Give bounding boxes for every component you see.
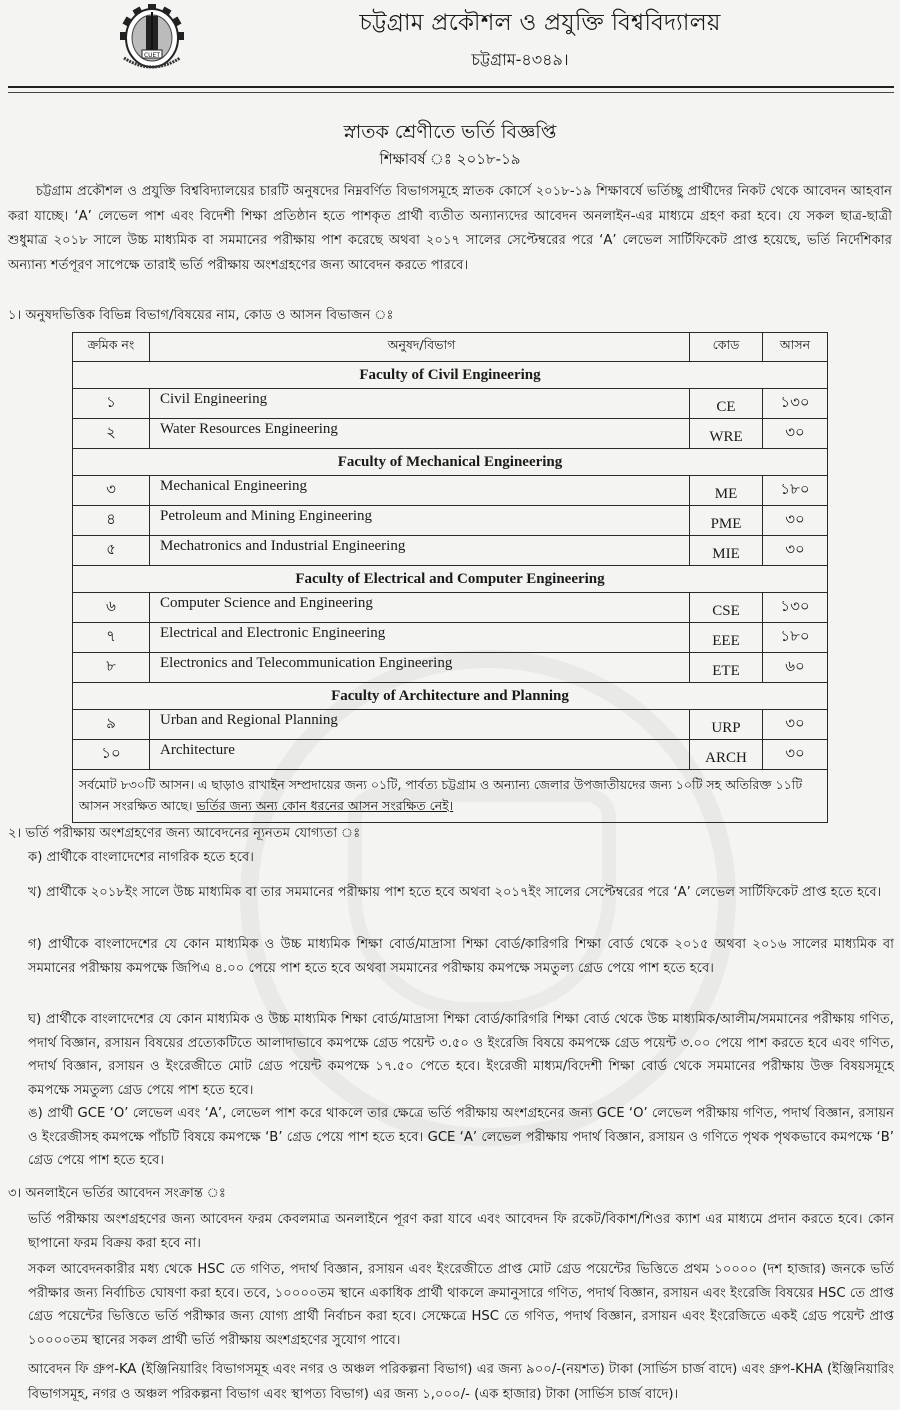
department-row: [73, 740, 828, 770]
total-note-text: সর্বমোট ৮৩০টি আসন। এ ছাড়াও রাখাইন সম্প্রদায়ের জন্য ০১টি, পার্বত্য চট্টগ্রাম ও অন্যান্য জেলার উপজাতীয়দের জন্য ১০টি সহ অতিরিক্ত ১১টি আসন সংরক্ষিত আছে।: [79, 777, 803, 813]
seat-count: ৬০: [763, 653, 828, 683]
department-name: Electronics and Telecommunication Engineering: [150, 653, 690, 683]
eligibility-item: [28, 933, 894, 980]
faculty-row: [73, 683, 828, 710]
serial-number: ১: [73, 389, 150, 419]
item-text: প্রার্থীকে ২০১৮ইং সালে উচ্চ মাধ্যমিক বা তার সমমানের পরীক্ষায় পাশ হতে হবে অথবা ২০১৭ইং সালের সেপ্টেম্বরের পরে ‘A’ লেভেল সার্টিফিকেট প্রাপ্ত হতে হবে।: [46, 885, 882, 900]
item-label: গ): [28, 937, 42, 952]
department-name: Electrical and Electronic Engineering: [150, 623, 690, 653]
department-code: ME: [690, 476, 763, 506]
department-name: Water Resources Engineering: [150, 419, 690, 449]
university-name: চট্টগ্রাম প্রকৌশল ও প্রযুক্তি বিশ্ববিদ্যালয়: [359, 10, 721, 36]
item-text: প্রার্থী GCE ‘O’ লেভেল এবং ‘A’, লেভেল পাশ করে থাকলে তার ক্ষেত্রে ভর্তি পরীক্ষায় অংশগ্রহনের জন্য GCE ‘O’ লেভেল পরীক্ষায় গণিত, পদার্থ বিজ্ঞান, রসায়ন ও ইংরেজীসহ কমপক্ষে পাঁচটি বিষয়ে কমপক্ষে ‘B’ গ্রেড পেয়ে পাশ হতে হবে। GCE ‘A’ লেভেল পরীক্ষায় পদার্থ বিজ্ঞান, রসায়ন ও গণিতে পৃথক পৃথকভাবে কমপক্ষে ‘B’ গ্রেড পেয়ে পাশ হতে হবে।: [28, 1106, 894, 1168]
seat-count: ১৩০: [763, 389, 828, 419]
department-row: [73, 653, 828, 683]
logo-text: CUET: [143, 52, 161, 59]
faculty-row: [73, 362, 828, 389]
serial-number: ১০: [73, 740, 150, 770]
seat-count: ১৮০: [763, 476, 828, 506]
serial-number: ৭: [73, 623, 150, 653]
department-code: MIE: [690, 536, 763, 566]
eligibility-item: [28, 846, 894, 870]
department-name: Mechatronics and Industrial Engineering: [150, 536, 690, 566]
department-name: Architecture: [150, 740, 690, 770]
header-seats: আসন: [763, 333, 828, 362]
seat-count: ৩০: [763, 419, 828, 449]
faculty-name: Faculty of Civil Engineering: [73, 362, 828, 389]
item-text: প্রার্থীকে বাংলাদেশের যে কোন মাধ্যমিক ও উচ্চ মাধ্যমিক শিক্ষা বোর্ড/মাদ্রাসা শিক্ষা বোর্ড/কারিগরি শিক্ষা বোর্ড থেকে উচ্চ মাধ্যমিক/আলীম/সমমানের পরীক্ষায় গণিত, পদার্থ বিজ্ঞান, রসায়ন বিষয়ের প্রত্যেকটিতে আলাদাভাবে কমপক্ষে গ্রেড পয়েন্ট ৩.৫০ ও ইংরেজি বিষয়ে কমপক্ষে গ্রেড পয়েন্ট ৩.০০ পেয়ে পাশ করতে হবে এবং গণিত, পদার্থ বিজ্ঞান, রসায়ন ও ইংরেজীতে মোট গ্রেড পয়েন্ট কমপক্ষে ১৭.৫০ পেতে হবে। ইংরেজী মাধ্যম/বিদেশী শিক্ষা বোর্ড থেকে সমমানের পরীক্ষায় উক্ত বিষয়সমূহে কমপক্ষে সমতুল্য গ্রেড পেয়ে পাশ হতে হবে।: [28, 1012, 894, 1098]
intro-paragraph: চট্টগ্রাম প্রকৌশল ও প্রযুক্তি বিশ্ববিদ্যালয়ের চারটি অনুষদের নিম্নবর্ণিত বিভাগসমূহে স্নাতক কোর্সে ২০১৮-১৯ শিক্ষাবর্ষে ভর্তিচ্ছু প্রার্থীদের নিকট থেকে আবেদন আহবান করা যাচ্ছে। ‘A’ লেভেল পাশ এবং বিদেশী শিক্ষা প্রতিষ্ঠান হতে পাশকৃত প্রার্থী ব্যতীত অন্যান্যদের আবেদন অনলাইন-এর মাধ্যমে গ্রহণ করা হবে। যে সকল ছাত্র-ছাত্রী শুধুমাত্র ২০১৮ সালে উচ্চ মাধ্যমিক বা সমমানের পরীক্ষায় পাশ করেছে অথবা ২০১৭ সালের সেপ্টেম্বরের পরে ‘A’ লেভেল সার্টিফিকেট প্রাপ্ত হয়েছে, ভর্তি নির্দেশিকার অন্যান্য শর্তপূরণ সাপেক্ষে তারাই ভর্তি পরীক্ষায় অংশগ্রহণের জন্য আবেদন করতে পারবে।: [8, 184, 892, 273]
total-note-underlined: ভর্তির জন্য অন্য কোন ধরনের আসন সংরক্ষিত নেই।: [196, 798, 454, 813]
department-code: CSE: [690, 593, 763, 623]
department-name: Civil Engineering: [150, 389, 690, 419]
serial-number: ৮: [73, 653, 150, 683]
eligibility-item: [28, 1102, 894, 1173]
header-serial: ক্রমিক নং: [73, 333, 150, 362]
department-code: CE: [690, 389, 763, 419]
faculty-name: Faculty of Mechanical Engineering: [73, 449, 828, 476]
serial-number: ৬: [73, 593, 150, 623]
department-name: Mechanical Engineering: [150, 476, 690, 506]
item-text: প্রার্থীকে বাংলাদেশের যে কোন মাধ্যমিক ও উচ্চ মাধ্যমিক শিক্ষা বোর্ড/মাদ্রাসা শিক্ষা বোর্ড/কারিগরি শিক্ষা বোর্ড থেকে ২০১৫ অথবা ২০১৬ সালের মাধ্যমিক বা সমমানের পরীক্ষায় কমপক্ষে জিপিএ ৪.০০ পেয়ে পাশ হতে হবে অথবা সমমানের পরীক্ষায় কমপক্ষে সমতুল্য গ্রেড পেয়ে পাশ হতে হবে।: [28, 937, 894, 976]
eligibility-item: [28, 1008, 894, 1102]
section-2-heading: ২। ভর্তি পরীক্ষায় অংশগ্রহণের জন্য আবেদনের ন্যূনতম যোগ্যতা ঃ: [8, 826, 361, 841]
department-row: [73, 593, 828, 623]
seat-count: ৩০: [763, 710, 828, 740]
seat-count: ১৮০: [763, 623, 828, 653]
department-row: [73, 389, 828, 419]
item-text: প্রার্থীকে বাংলাদেশের নাগরিক হতে হবে।: [46, 850, 254, 865]
item-label: খ): [28, 885, 42, 900]
online-application-paragraph: ভর্তি পরীক্ষায় অংশগ্রহণের জন্য আবেদন ফরম কেবলমাত্র অনলাইনে পূরণ করা যাবে এবং আবেদন ফি রকেট/বিকাশ/শিওর ক্যাশ এর মাধ্যমে প্রদান করতে হবে। কোন ছাপানো ফরম বিক্রয় করা হবে না।: [28, 1212, 894, 1251]
department-row: [73, 623, 828, 653]
serial-number: ৩: [73, 476, 150, 506]
department-row: [73, 536, 828, 566]
university-logo-icon: [118, 4, 186, 72]
department-name: Urban and Regional Planning: [150, 710, 690, 740]
department-code: PME: [690, 506, 763, 536]
notice-title: স্নাতক শ্রেণীতে ভর্তি বিজ্ঞপ্তি: [343, 121, 557, 143]
header-code: কোড: [690, 333, 763, 362]
item-label: ঘ): [28, 1012, 42, 1027]
department-code: EEE: [690, 623, 763, 653]
serial-number: ২: [73, 419, 150, 449]
department-name: Petroleum and Mining Engineering: [150, 506, 690, 536]
faculty-name: Faculty of Architecture and Planning: [73, 683, 828, 710]
department-row: [73, 506, 828, 536]
serial-number: ৪: [73, 506, 150, 536]
selection-paragraph: সকল আবেদনকারীর মধ্য থেকে HSC তে গণিত, পদার্থ বিজ্ঞান, রসায়ন এবং ইংরেজীতে প্রাপ্ত মোট গ্রেড পয়েন্টের ভিত্তিতে প্রথম ১০০০০ (দশ হাজার) জনকে ভর্তি পরীক্ষার জন্য নির্বাচিত ঘোষণা করা হবে। তবে, ১০০০০তম স্থানে একাধিক প্রার্থী থাকলে ক্রমানুসারে গণিত, পদার্থ বিজ্ঞান, রসায়ন এবং ইংরেজি বিষয়ের HSC তে প্রাপ্ত গ্রেড পয়েন্টের ভিত্তিতে ভর্তি পরীক্ষার জন্য যোগ্য প্রার্থী নির্বাচন করা হবে। সেক্ষেত্রে HSC তে গণিত, পদার্থ বিজ্ঞান, রসায়ন এবং ইংরেজিতে একই গ্রেড পয়েন্ট প্রাপ্ত ১০০০০তম স্থানের সকল প্রার্থী ভর্তি পরীক্ষায় অংশগ্রহণের সুযোগ পাবে।: [28, 1262, 894, 1348]
faculty-row: [73, 566, 828, 593]
seat-count: ৩০: [763, 506, 828, 536]
header-department: অনুষদ/বিভাগ: [150, 333, 690, 362]
academic-session: শিক্ষাবর্ষ ঃ ২০১৮-১৯: [379, 150, 521, 168]
serial-number: ৯: [73, 710, 150, 740]
seat-count: ১৩০: [763, 593, 828, 623]
department-code: ARCH: [690, 740, 763, 770]
item-label: ঙ): [28, 1106, 43, 1121]
department-code: URP: [690, 710, 763, 740]
application-fee-paragraph: আবেদন ফি গ্রুপ-KA (ইঞ্জিনিয়ারিং বিভাগসমূহ এবং নগর ও অঞ্চল পরিকল্পনা বিভাগ) এর জন্য ৯০০/-(নয়শত) টাকা (সার্ভিস চার্জ বাদে) এবং গ্রুপ-KHA (ইঞ্জিনিয়ারিং বিভাগসমূহ, নগর ও অঞ্চল পরিকল্পনা বিভাগ এবং স্থাপত্য বিভাগ) এর জন্য ১,০০০/- (এক হাজার) টাকা (সার্ভিস চার্জ বাদে)।: [28, 1362, 894, 1402]
section-1-heading: ১। অনুষদভিত্তিক বিভিন্ন বিভাগ/বিষয়ের নাম, কোড ও আসন বিভাজন ঃ: [8, 308, 394, 323]
header-divider: [8, 86, 894, 93]
department-name: Computer Science and Engineering: [150, 593, 690, 623]
university-city: চট্টগ্রাম-৪৩৪৯।: [471, 50, 569, 69]
serial-number: ৫: [73, 536, 150, 566]
seat-count: ৩০: [763, 536, 828, 566]
section-3-heading: ৩। অনলাইনে ভর্তির আবেদন সংক্রান্ত ঃ: [8, 1186, 226, 1201]
department-code: ETE: [690, 653, 763, 683]
department-row: [73, 710, 828, 740]
total-seats-note: [73, 770, 828, 823]
item-label: ক): [28, 850, 43, 865]
faculty-name: Faculty of Electrical and Computer Engineering: [73, 566, 828, 593]
department-code: WRE: [690, 419, 763, 449]
eligibility-item: [28, 881, 894, 905]
seat-count: ৩০: [763, 740, 828, 770]
department-seat-table: [72, 332, 828, 823]
department-row: [73, 476, 828, 506]
faculty-row: [73, 449, 828, 476]
department-row: [73, 419, 828, 449]
